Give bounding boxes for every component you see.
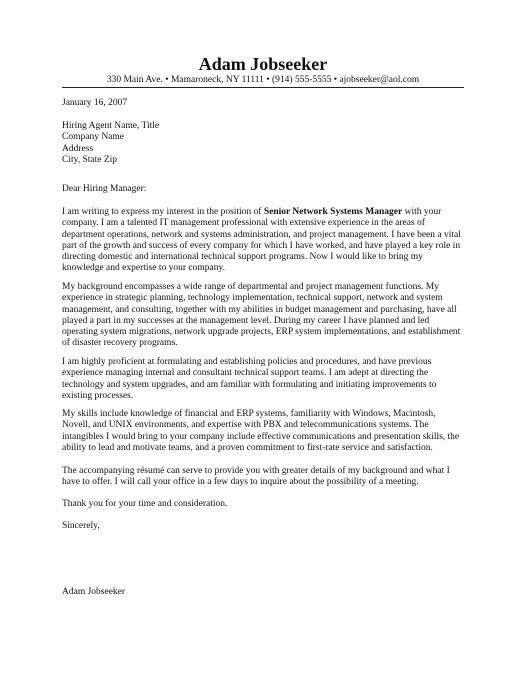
recipient-line: Company Name bbox=[62, 132, 125, 143]
salutation bbox=[62, 184, 472, 195]
paragraph-line: existing processes. bbox=[62, 390, 134, 401]
paragraph-2 bbox=[62, 282, 472, 350]
header-divider bbox=[62, 87, 464, 88]
paragraph-3 bbox=[62, 357, 472, 402]
paragraph-line: have to offer. I will call your office in a few days to inquire about the possibility of a meeting. bbox=[62, 477, 419, 488]
paragraph-line: directing domestic and international technical support programs. Now I would like to bring my bbox=[62, 252, 423, 263]
paragraph-line: My background encompasses a wide range of departmental and project management functions. My bbox=[62, 282, 439, 292]
recipient-line: Address bbox=[62, 143, 94, 154]
paragraph-line: intangibles I would bring to your company include effective communications and presentation skills, the bbox=[62, 431, 460, 442]
signature-name: Adam Jobseeker bbox=[62, 587, 126, 597]
date-text: January 16, 2007 bbox=[62, 98, 128, 108]
recipient-address bbox=[62, 121, 472, 166]
paragraph-text: I am writing to express my interest in the position of bbox=[62, 207, 264, 217]
salutation-text: Dear Hiring Manager: bbox=[62, 184, 147, 194]
paragraph-line: experience managing internal and consultant technical support teams. I am adept at directing the bbox=[62, 368, 429, 379]
signature bbox=[62, 587, 472, 598]
paragraph-text: with your bbox=[402, 207, 442, 217]
closing bbox=[62, 521, 472, 532]
paragraph-line: management, and consulting, together with my abilities in budget management and purchasing, have all bbox=[62, 304, 457, 315]
position-title: Senior Network Systems Manager bbox=[263, 207, 403, 217]
paragraph-line: operating system migrations, network upgrade projects, ERP system implementations, and establishment bbox=[62, 327, 461, 338]
paragraph-line: ability to lead and motivate teams, and a proven commitment to first-rate service and satisfaction. bbox=[62, 442, 433, 453]
paragraph-line: experience in strategic planning, technology implementation, technical support, network and system bbox=[62, 293, 443, 304]
paragraph-line: department operations, network and systems administration, and project management. I have been a vital bbox=[62, 229, 461, 240]
paragraph-line: played a part in my successes at the management level. During my career I have planned and led bbox=[62, 315, 430, 326]
recipient-line: City, State Zip bbox=[62, 154, 118, 165]
paragraph-line: Thank you for your time and consideration. bbox=[62, 499, 228, 509]
paragraph-1 bbox=[62, 207, 472, 275]
paragraph-6 bbox=[62, 499, 472, 510]
closing-text: Sincerely, bbox=[62, 521, 100, 531]
paragraph-line: company. I am a talented IT management professional with extensive experience in the areas of bbox=[62, 218, 425, 229]
paragraph-line: part of the growth and success of every company for which I have worked, and have played a key role in bbox=[62, 240, 461, 251]
paragraph-line: Novell, and UNIX environments, and expertise with PBX and telecommunications systems. The bbox=[62, 420, 429, 431]
paragraph-line: knowledge and expertise to your company. bbox=[62, 263, 225, 274]
paragraph-line: of disaster recovery programs. bbox=[62, 338, 178, 349]
sender-name: Adam Jobseeker bbox=[198, 54, 328, 74]
paragraph-4 bbox=[62, 409, 472, 454]
letter-date bbox=[62, 98, 472, 109]
paragraph-line: The accompanying résumé can serve to provide you with greater details of my background and what I bbox=[62, 466, 450, 476]
paragraph-line: My skills include knowledge of financial and ERP systems, familiarity with Windows, Macintosh, bbox=[62, 409, 436, 419]
paragraph-line: technology and system upgrades, and am familiar with formulating and initiating improvements to bbox=[62, 379, 437, 390]
paragraph-5 bbox=[62, 466, 472, 489]
recipient-line: Hiring Agent Name, Title bbox=[62, 121, 160, 131]
paragraph-line bbox=[62, 207, 472, 218]
sender-contact: 330 Main Ave. • Mamaroneck, NY 11111 • (914) 555-5555 • ajobseeker@aol.com bbox=[106, 75, 420, 85]
paragraph-line: I am highly proficient at formulating and establishing policies and procedures, and have previous bbox=[62, 357, 432, 367]
